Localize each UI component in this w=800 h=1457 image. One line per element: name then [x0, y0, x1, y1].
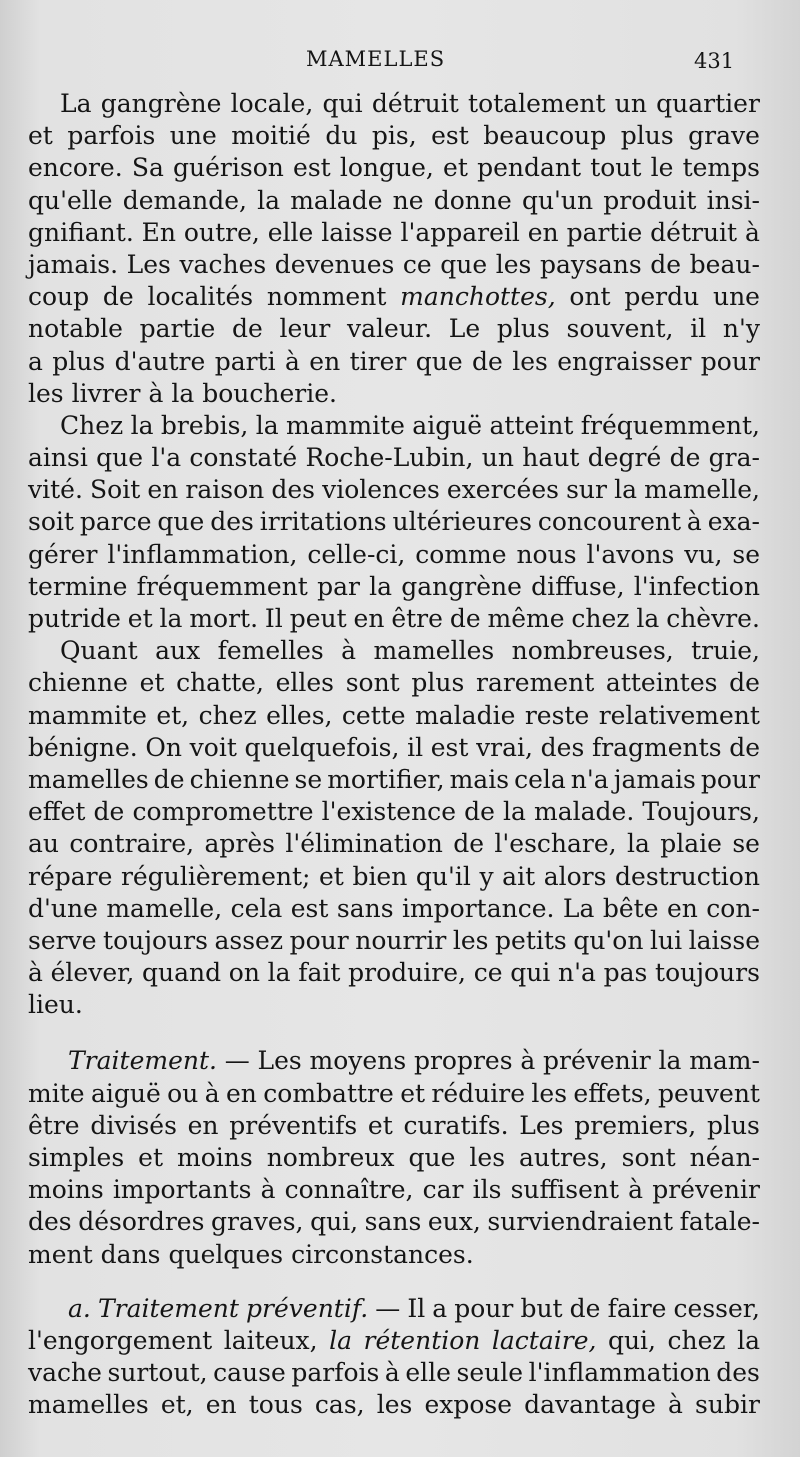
text-line: mammite et, chez elles, cette maladie reste relativement [28, 700, 760, 730]
text-line: au contraire, après l'élimination de l'eschare, la plaie se [28, 829, 760, 859]
paragraph-spacer [28, 1271, 760, 1293]
text-line: être divisés en préventifs et curatifs. Les premiers, plus [28, 1110, 760, 1140]
text-line: coup de localités nomment manchottes, ont perdu une [28, 281, 760, 313]
text-line: soit parce que des irritations ultérieures concourent à exa- [28, 507, 760, 537]
text-line: mamelles de chienne se mortifier, mais cela n'a jamais pour [28, 764, 760, 794]
paragraph-traitement [28, 1045, 760, 1270]
text-line: et parfois une moitié du pis, est beaucoup plus grave [28, 121, 760, 151]
paragraph-femelles-mamelles-nombreuses [28, 635, 760, 1021]
text-line: a. Traitement préventif. — Il a pour but de faire cesser, [28, 1293, 760, 1325]
text-line: lieu. [28, 990, 83, 1020]
section-heading-traitement-preventif: Traitement [97, 1293, 239, 1323]
paragraph-spacer [28, 1021, 760, 1045]
text-line: vache surtout, cause parfois à elle seule l'inflammation des [28, 1358, 760, 1388]
text-line: putride et la mort. Il peut en être de même chez la chèvre. [28, 604, 760, 633]
text-line: effet de compromettre l'existence de la malade. Toujours, [28, 797, 760, 827]
page-number: 431 [694, 49, 735, 73]
text-line: ainsi que l'a constaté Roche-Lubin, un haut degré de gra- [28, 443, 760, 473]
text-line: simples et moins nombreux que les autres, sont néan- [28, 1143, 760, 1172]
text-line: serve toujours assez pour nourrir les petits qu'on lui laisse [28, 925, 760, 955]
text-line: encore. Sa guérison est longue, et pendant tout le temps [28, 153, 760, 183]
body-text [28, 88, 760, 1422]
text-line: jamais. Les vaches devenues ce que les paysans de beau- [28, 249, 760, 279]
text-line: a plus d'autre parti à en tirer que de les engraisser pour [28, 346, 760, 376]
text-line: gnifiant. En outre, elle laisse l'appareil en partie détruit à [28, 217, 760, 247]
italic-term: manchottes, [400, 282, 556, 312]
text-line: notable partie de leur valeur. Le plus souvent, il n'y [28, 314, 760, 344]
italic-term: la [329, 1325, 353, 1355]
text-line: vité. Soit en raison des violences exercées sur la mamelle, [28, 475, 760, 505]
running-header [0, 44, 800, 78]
text-line: d'une mamelle, cela est sans importance. La bête en con- [28, 893, 760, 923]
text-line: ment dans quelques circonstances. [28, 1239, 474, 1269]
text-line: à élever, quand on la fait produire, ce qui n'a pas toujours [28, 958, 760, 988]
paragraph-brebis [28, 410, 760, 635]
text-line: mite aiguë ou à en combattre et réduire les effets, peuvent [28, 1078, 760, 1108]
text-line: Traitement. — Les moyens propres à prévenir la mam- [28, 1045, 760, 1077]
paragraph-traitement-preventif [28, 1293, 760, 1422]
running-title: MAMELLES [306, 47, 446, 71]
text-line: des désordres graves, qui, sans eux, surviendraient fatale- [28, 1207, 760, 1237]
italic-term: rétention [363, 1325, 481, 1355]
paragraph-gangrene-locale [28, 88, 760, 410]
text-line: Quant aux femelles à mamelles nombreuses, truie, [60, 636, 760, 666]
text-line: chienne et chatte, elles sont plus rarement atteintes de [28, 668, 760, 698]
text-line: qu'elle demande, la malade ne donne qu'un produit insi- [28, 185, 760, 215]
text-line: gérer l'inflammation, celle-ci, comme nous l'avons vu, se [28, 539, 760, 569]
text-line: mamelles et, en tous cas, les expose davantage à subir [28, 1390, 760, 1420]
italic-term: lactaire, [491, 1325, 597, 1355]
text-line: La gangrène locale, qui détruit totalement un quartier [60, 89, 760, 118]
text-line: moins importants à connaître, car ils suffisent à prévenir [28, 1175, 760, 1205]
text-line: termine fréquemment par la gangrène diffuse, l'infection [28, 571, 760, 601]
section-heading-traitement: Traitement. [68, 1046, 217, 1076]
text-line: l'engorgement laiteux, la rétention lactaire, qui, chez la [28, 1325, 760, 1357]
text-line: Chez la brebis, la mammite aiguë atteint fréquemment, [60, 410, 760, 440]
text-line: les livrer à la boucherie. [28, 378, 337, 408]
text-line: bénigne. On voit quelquefois, il est vrai, des fragments de [28, 732, 760, 762]
text-line: répare régulièrement; et bien qu'il y ait alors destruction [28, 861, 760, 891]
